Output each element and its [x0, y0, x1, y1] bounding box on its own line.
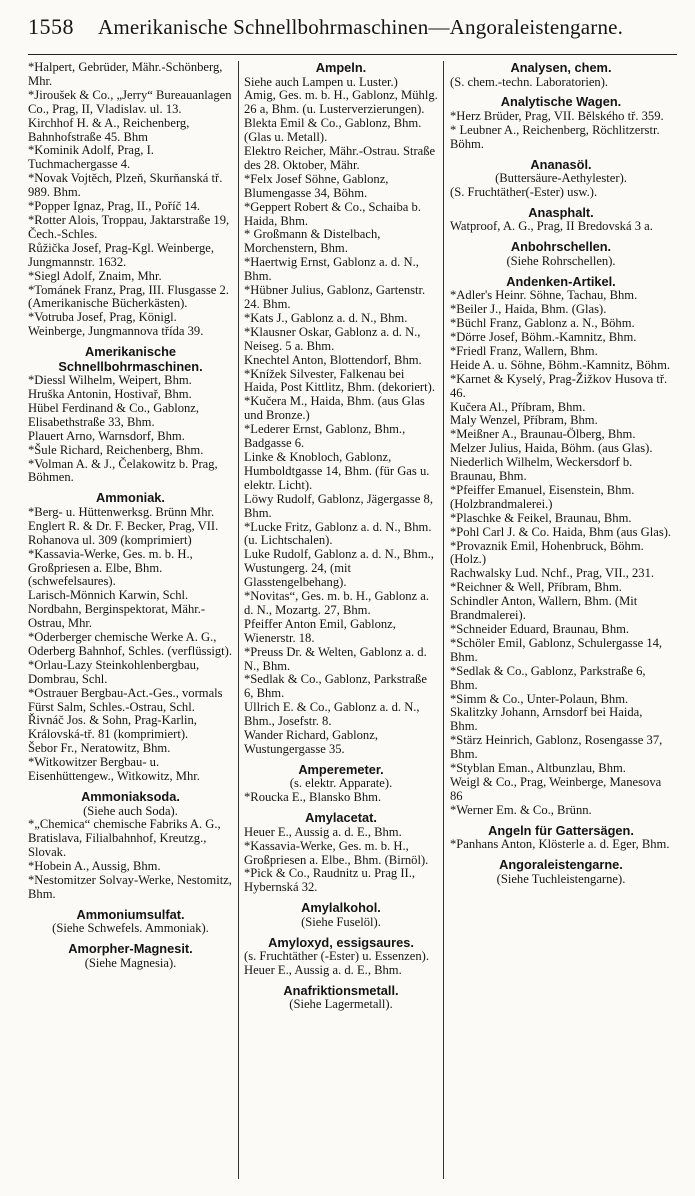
section-heading: Analysen, chem. [510, 61, 612, 75]
directory-entry: Hübel Ferdinand & Co., Gablonz, Elisabethstraße 33, Bhm. [28, 400, 200, 429]
cross-reference: (Siehe Rohrschellen). [506, 253, 616, 268]
directory-entry: *Lucke Fritz, Gablonz a. d. N., Bhm. (u. Lichtschalen). [244, 519, 432, 548]
section-heading: Amyloxyd, essigsaures. [268, 934, 414, 950]
cross-reference: (Siehe Lagermetall). [289, 997, 393, 1012]
page-header [28, 14, 677, 55]
directory-entry: *Adler's Heinr. Söhne, Tachau, Bhm. [450, 288, 638, 303]
directory-entry: *Karnet & Kyselý, Prag-Žižkov Husova tř. 46. [450, 371, 668, 400]
directory-entry: (s. Fruchtäther (-Ester) u. Essenzen). [244, 949, 429, 964]
directory-entry: *Kats J., Gablonz a. d. N., Bhm. [244, 310, 408, 325]
directory-entry: Kirchhof H. & A., Reichenberg, Bahnhofstraße 45. Bhm [28, 115, 190, 144]
cross-reference: (Siehe auch Soda). [83, 803, 178, 818]
directory-entry: *„Chemica“ chemische Fabriks A. G., Bratislava, Filialbahnhof, Kreutzg., Slovak. [28, 817, 221, 860]
directory-entry: Siehe auch Lampen u. Luster.) [244, 74, 398, 89]
directory-entry: Plauert Arno, Warnsdorf, Bhm. [28, 428, 185, 443]
directory-entry: *Pick & Co., Raudnitz u. Prag II., Hybernská 32. [244, 866, 416, 895]
section-heading: Amperemeter. [298, 761, 384, 777]
section-heading: Angoraleistengarne. [499, 857, 623, 873]
cross-reference: (Siehe Fuselöl). [301, 914, 381, 929]
directory-entry: Linke & Knobloch, Gablonz, Humboldtgasse 14, Bhm. (für Gas u. elektr. Licht). [244, 449, 430, 492]
directory-entry: *Werner Em. & Co., Brünn. [450, 802, 592, 817]
directory-entry: *Volman A. & J., Čelakowitz b. Prag, Böhmen. [28, 456, 218, 485]
directory-entry: *Büchl Franz, Gablonz a. N., Böhm. [450, 316, 635, 331]
directory-entry: Luke Rudolf, Gablonz a. d. N., Bhm., Wustungerg. 24, (mit Glasstengelbehang). [244, 547, 434, 590]
directory-entry: *Jiroušek & Co., „Jerry“ Bureauanlagen Co., Prag, II, Vladislav. ul. 13. [28, 87, 232, 116]
directory-entry: *Lederer Ernst, Gablonz, Bhm., Badgasse 6. [244, 422, 406, 451]
cross-reference: (s. elektr. Apparate). [289, 776, 393, 791]
directory-entry: Skalitzky Johann, Arnsdorf bei Haida, Bhm. [450, 705, 643, 734]
directory-entry: *Dörre Josef, Böhm.-Kamnitz, Bhm. [450, 329, 637, 344]
directory-entry: *Diessl Wilhelm, Weipert, Bhm. [28, 373, 192, 388]
directory-entry: Ullrich E. & Co., Gablonz a. d. N., Bhm., Josefstr. 8. [244, 700, 420, 729]
directory-entry: *Oderberger chemische Werke A. G., Oderberg Bahnhof, Schles. (verflüssigt). [28, 630, 233, 658]
directory-entry: (S. chem.-techn. Laboratorien). [450, 74, 609, 89]
directory-entry: (S. Fruchtäther(-Ester) usw.). [450, 185, 598, 200]
directory-entry: *Popper Ignaz, Prag, II., Poříč 14. [28, 199, 201, 214]
directory-entry: Melzer Julius, Haida, Böhm. (aus Glas). [450, 441, 653, 456]
directory-entry: Löwy Rudolf, Gablonz, Jägergasse 8, Bhm. [244, 491, 433, 520]
directory-entry: *Novak Vojtěch, Plzeň, Skurňanská tř. 989. Bhm. [28, 171, 223, 200]
directory-entry: *Kominik Adolf, Prag, I. Tuchmachergasse 4. [28, 143, 154, 172]
directory-entry: *Schöler Emil, Gablonz, Schulergasse 14, Bhm. [450, 635, 663, 664]
cross-reference: (Siehe Magnesia). [84, 955, 177, 970]
directory-entry: *Stärz Heinrich, Gablonz, Rosengasse 37, Bhm. [450, 733, 663, 762]
column-right [444, 61, 672, 1179]
directory-entry: *Reichner & Well, Příbram, Bhm. [450, 580, 622, 595]
section-heading: Amylalkohol. [301, 900, 381, 916]
directory-entry: *Pfeiffer Emanuel, Eisenstein, Bhm. (Holzbrandmalerei.) [450, 482, 635, 511]
running-head: Amerikanische Schnellbohrmaschinen—Angoraleistengarne. [98, 15, 624, 39]
directory-entry: Niederlich Wilhelm, Weckersdorf b. Braunau, Bhm. [450, 455, 633, 484]
directory-entry: Řivnáč Jos. & Sohn, Prag-Karlin, Královská-tř. 81 (komprimiert). [28, 713, 197, 742]
directory-entry: *Novitas“, Ges. m. b. H., Gablonz a. d. N., Mozartg. 27, Bhm. [244, 589, 430, 617]
directory-entry: *Witkowitzer Bergbau- u. Eisenhüttengew., Witkowitz, Mhr. [28, 755, 200, 784]
directory-entry: * Großmann & Distelbach, Morchenstern, Bhm. [244, 227, 381, 256]
cross-reference: (Siehe Tuchleistengarne). [496, 871, 626, 886]
section-heading: Analytische Wagen. [500, 94, 622, 110]
column-left [28, 61, 238, 1179]
directory-entry: *Hübner Julius, Gablonz, Gartenstr. 24. Bhm. [244, 283, 426, 311]
directory-entry: *Tománek Franz, Prag, III. Flusgasse 2. (Amerikanische Bücherkästen). [28, 282, 229, 311]
section-heading: Angeln für Gattersägen. [488, 822, 634, 838]
directory-entry: *Styblan Eman., Altbunzlau, Bhm. [450, 761, 626, 776]
directory-entry: Watproof, A. G., Prag, II Bredovská 3 a. [450, 219, 653, 234]
directory-entry: Šebor Fr., Neratowitz, Bhm. [28, 741, 171, 756]
directory-entry: Wander Richard, Gablonz, Wustungergasse 35. [244, 728, 378, 756]
directory-entry: *Herz Brüder, Prag, VII. Bělského tř. 359. [450, 108, 664, 123]
directory-entry: Hruška Antonin, Hostivař, Bhm. [28, 387, 192, 402]
section-heading: Ammoniumsulfat. [76, 906, 185, 922]
page-number: 1558 [28, 14, 74, 39]
directory-entry: *Votruba Josef, Prag, Königl. Weinberge, Jungmannova třída 39. [28, 310, 204, 339]
directory-entry: *Klausner Oskar, Gablonz a. d. N., Neiseg. 5 a. Bhm. [244, 324, 421, 353]
cross-reference: (Buttersäure-Aethylester). [495, 171, 627, 186]
directory-entry: *Sedlak & Co., Gablonz, Parkstraße 6, Bhm. [244, 672, 427, 701]
directory-entry: * Leubner A., Reichenberg, Röchlitzerstr. Böhm. [450, 122, 660, 151]
directory-entry: Maly Wenzel, Příbram, Bhm. [450, 413, 598, 428]
directory-entry: *Simm & Co., Unter-Polaun, Bhm. [450, 691, 629, 706]
directory-entry: *Rotter Alois, Troppau, Jaktarstraße 19, Čech.-Schles. [28, 212, 230, 241]
section-heading: Ananasöl. [530, 156, 592, 172]
directory-entry: *Meißner A., Braunau-Ölberg, Bhm. [450, 427, 636, 442]
directory-entry: *Preuss Dr. & Welten, Gablonz a. d. N., Bhm. [244, 644, 427, 673]
directory-entry: *Kassavia-Werke, Ges. m. b. H., Großpriesen a. Elbe., Bhm. (Birnöl). [244, 838, 429, 867]
directory-entry: *Siegl Adolf, Znaim, Mhr. [28, 268, 162, 283]
directory-entry: *Haertwig Ernst, Gablonz a. d. N., Bhm. [244, 255, 419, 284]
section-heading: Andenken-Artikel. [506, 273, 616, 289]
section-heading: Anafriktionsmetall. [283, 982, 399, 998]
directory-entry: *Šule Richard, Reichenberg, Bhm. [28, 442, 204, 457]
directory-entry: *Sedlak & Co., Gablonz, Parkstraße 6, Bhm. [450, 663, 646, 692]
directory-entry: *Halpert, Gebrüder, Mähr.-Schönberg, Mhr. [28, 61, 223, 88]
directory-entry: Heuer E., Aussig a. d. E., Bhm. [244, 963, 402, 978]
directory-entry: Heuer E., Aussig a. d. E., Bhm. [244, 824, 402, 839]
section-heading: Amorpher-Magnesit. [68, 941, 193, 957]
directory-entry: *Panhans Anton, Klösterle a. d. Eger, Bhm. [450, 837, 670, 852]
section-heading: Ampeln. [315, 61, 367, 75]
directory-entry: *Pohl Carl J. & Co. Haida, Bhm (aus Glas). [450, 524, 672, 539]
directory-entry: Rachwalsky Lud. Nchf., Prag, VII., 231. [450, 566, 655, 581]
directory-entry: *Kassavia-Werke, Ges. m. b. H., Großpriesen a. Elbe, Bhm. (schwefelsaures). [28, 546, 193, 589]
directory-entry: Amig, Ges. m. b. H., Gablonz, Mühlg. 26 a, Bhm. (u. Lusterverzierungen). [244, 88, 438, 117]
directory-entry: Nordbahn, Berginspektorat, Mähr.-Ostrau, Mhr. [28, 602, 206, 631]
directory-entry: Weigl & Co., Prag, Weinberge, Manesova 86 [450, 774, 662, 803]
cross-reference: (Siehe Schwefels. Ammoniak). [52, 921, 209, 936]
column-middle [238, 61, 444, 1179]
directory-entry: Kučera Al., Příbram, Bhm. [450, 399, 586, 414]
directory-entry: Heide A. u. Söhne, Böhm.-Kamnitz, Böhm. [450, 357, 671, 372]
text-columns [28, 61, 677, 1179]
section-heading: Ammoniaksoda. [81, 789, 180, 804]
section-heading: Amerikanische Schnellbohrmaschinen. [58, 344, 203, 374]
directory-entry: Růžička Josef, Prag-Kgl. Weinberge, Jungmannstr. 1632. [28, 240, 214, 269]
directory-entry: Englert R. & Dr. F. Becker, Prag, VII. Rohanova ul. 309 (komprimiert) [28, 518, 219, 547]
directory-entry: *Friedl Franz, Wallern, Bhm. [450, 343, 598, 358]
directory-entry: *Felx Josef Söhne, Gablonz, Blumengasse 34, Böhm. [244, 171, 389, 200]
directory-entry: Pfeiffer Anton Emil, Gablonz, Wienerstr. 18. [244, 616, 396, 645]
section-heading: Anbohrschellen. [510, 239, 612, 255]
directory-entry: Larisch-Mönnich Karwin, Schl. [28, 588, 189, 603]
directory-entry: Knechtel Anton, Blottendorf, Bhm. [244, 352, 422, 367]
directory-entry: *Kučera M., Haida, Bhm. (aus Glas und Bronze.) [244, 394, 425, 423]
directory-entry: *Orlau-Lazy Steinkohlenbergbau, Dombrau, Schl. [28, 657, 200, 686]
directory-entry: *Knížek Silvester, Falkenau bei Haida, Post Kittlitz, Bhm. (dekoriert). [244, 366, 435, 395]
directory-entry: *Hobein A., Aussig, Bhm. [28, 859, 161, 874]
directory-entry: *Ostrauer Bergbau-Act.-Ges., vormals Fürst Salm, Schles.-Ostrau, Schl. [28, 685, 223, 714]
directory-entry: *Schneider Eduard, Braunau, Bhm. [450, 622, 630, 636]
directory-entry: *Roucka E., Blansko Bhm. [244, 790, 382, 805]
directory-entry: Elektro Reicher, Mähr.-Ostrau. Straße des 28. Oktober, Mähr. [244, 144, 436, 172]
section-heading: Ammoniak. [96, 490, 165, 506]
directory-entry: Blekta Emil & Co., Gablonz, Bhm. (Glas u. Metall). [244, 116, 422, 145]
section-heading: Anasphalt. [528, 204, 594, 220]
directory-entry: *Provaznik Emil, Hohenbruck, Böhm. (Holz.) [450, 538, 644, 567]
directory-entry: Schindler Anton, Wallern, Bhm. (Mit Brandmalerei). [450, 594, 638, 623]
section-heading: Amylacetat. [305, 810, 377, 826]
directory-entry: *Geppert Robert & Co., Schaiba b. Haida, Bhm. [244, 199, 421, 228]
directory-entry: *Nestomitzer Solvay-Werke, Nestomitz, Bhm. [28, 873, 232, 901]
directory-entry: *Beiler J., Haida, Bhm. (Glas). [450, 302, 607, 317]
directory-entry: *Plaschke & Feikel, Braunau, Bhm. [450, 510, 632, 525]
directory-entry: *Berg- u. Hüttenwerksg. Brünn Mhr. [28, 504, 215, 519]
